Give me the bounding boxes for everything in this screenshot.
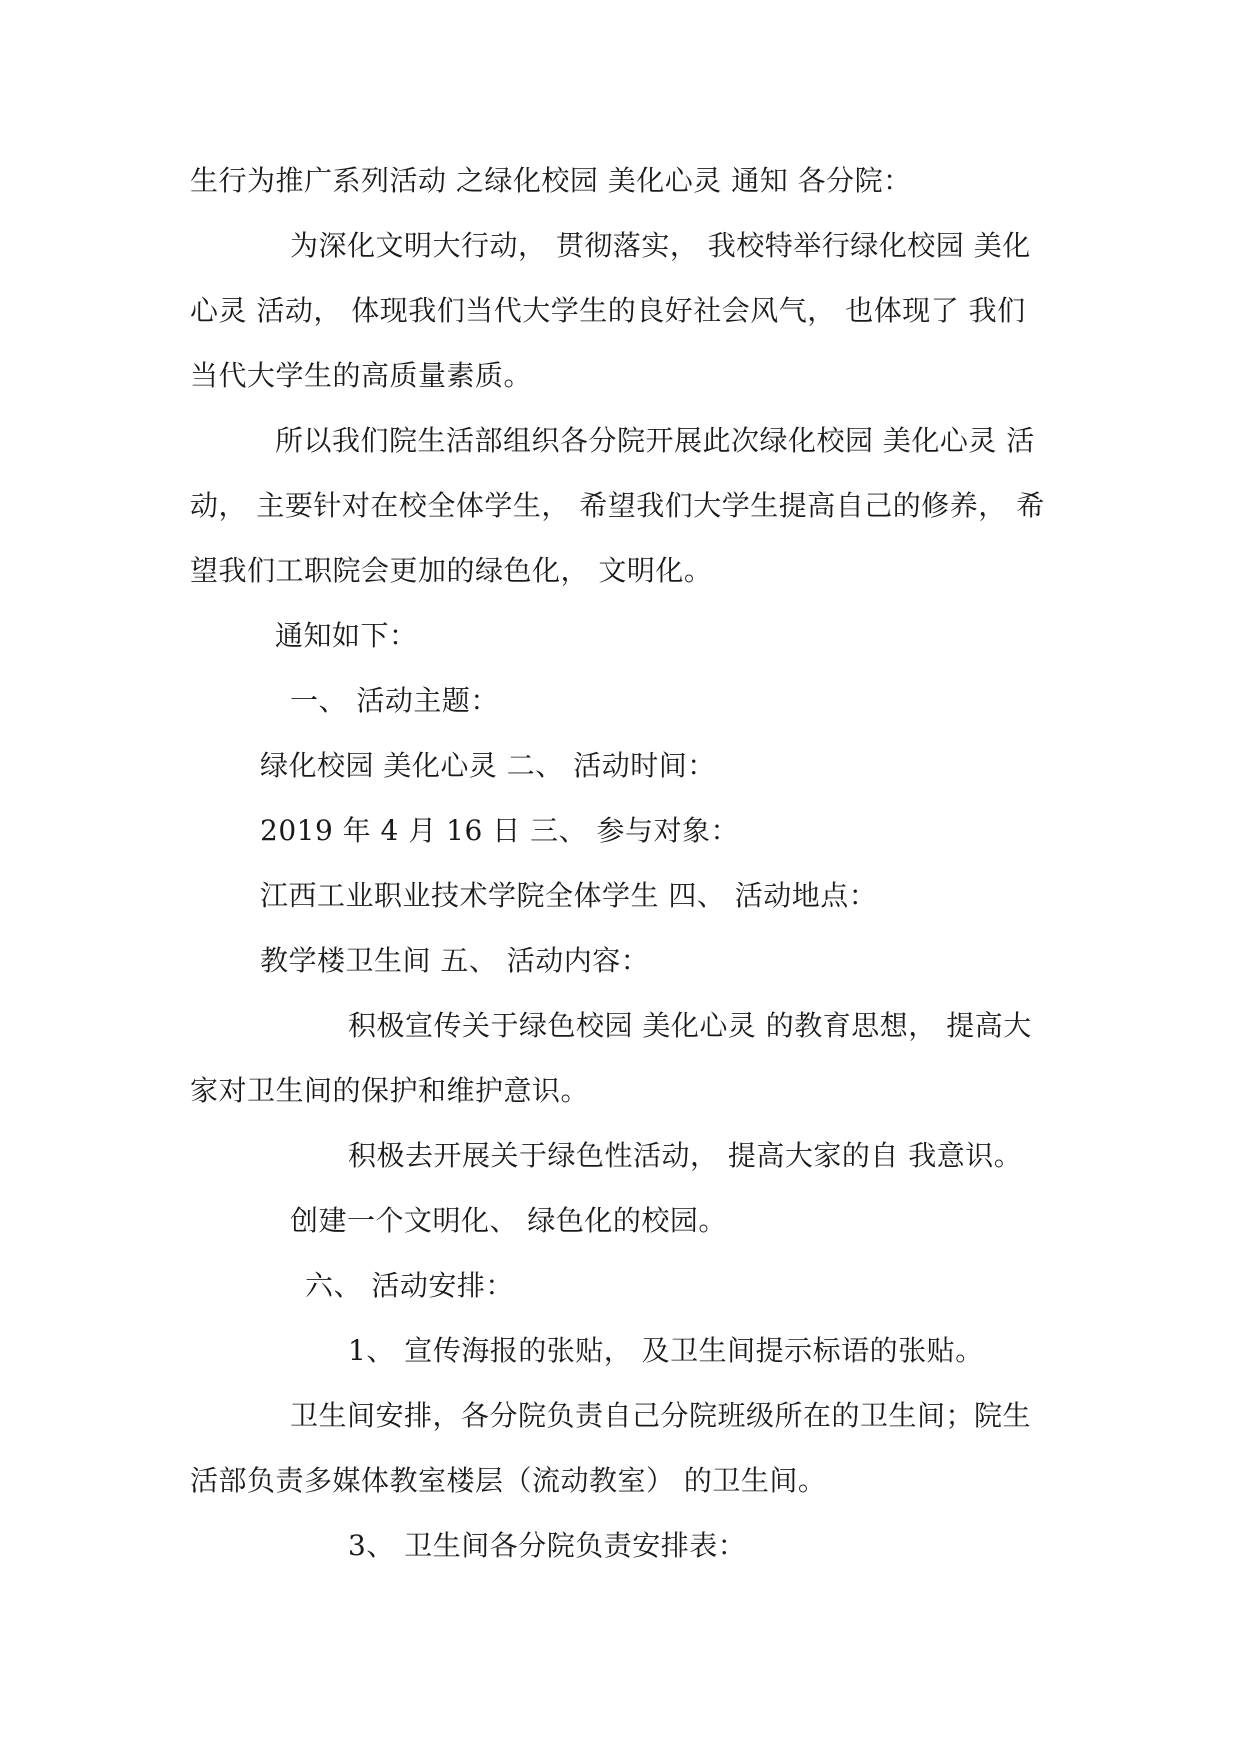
text-line: 卫生间安排，各分院负责自己分院班级所在的卫生间；院生 [290, 1399, 1032, 1432]
text-line: 江西工业职业技术学院全体学生 四、 活动地点： [260, 879, 878, 912]
text-line: 积极宣传关于绿色校园 美化心灵 的教育思想， 提高大 [348, 1009, 1032, 1042]
text-line: 教学楼卫生间 五、 活动内容： [260, 944, 650, 977]
text-line: 所以我们院生活部组织各分院开展此次绿化校园 美化心灵 活 [275, 424, 1035, 457]
text-line: 1、 宣传海报的张贴， 及卫生间提示标语的张贴。 [348, 1334, 984, 1367]
text-line: 2019 年 4 月 16 日 三、 参与对象： [260, 814, 740, 847]
text-line: 为深化文明大行动， 贯彻落实， 我校特举行绿化校园 美化 [290, 229, 1031, 262]
text-line: 动， 主要针对在校全体学生， 希望我们大学生提高自己的修养， 希 [190, 489, 1045, 522]
text-line: 3、 卫生间各分院负责安排表： [348, 1529, 747, 1562]
text-line: 创建一个文明化、 绿色化的校园。 [290, 1204, 727, 1237]
text-line: 积极去开展关于绿色性活动， 提高大家的自 我意识。 [348, 1139, 1023, 1172]
text-line: 通知如下： [275, 619, 418, 652]
text-line: 生行为推广系列活动 之绿化校园 美化心灵 通知 各分院： [190, 164, 912, 197]
text-line: 心灵 活动， 体现我们当代大学生的良好社会风气， 也体现了 我们 [190, 294, 1026, 327]
text-line: 家对卫生间的保护和维护意识。 [190, 1074, 590, 1107]
text-line: 一、 活动主题： [290, 684, 499, 717]
text-line: 活部负责多媒体教室楼层（流动教室） 的卫生间。 [190, 1464, 827, 1497]
text-line: 望我们工职院会更加的绿色化， 文明化。 [190, 554, 713, 587]
text-line: 当代大学生的高质量素质。 [190, 359, 533, 392]
text-line: 六、 活动安排： [305, 1269, 514, 1302]
text-line: 绿化校园 美化心灵 二、 活动时间： [260, 749, 716, 782]
